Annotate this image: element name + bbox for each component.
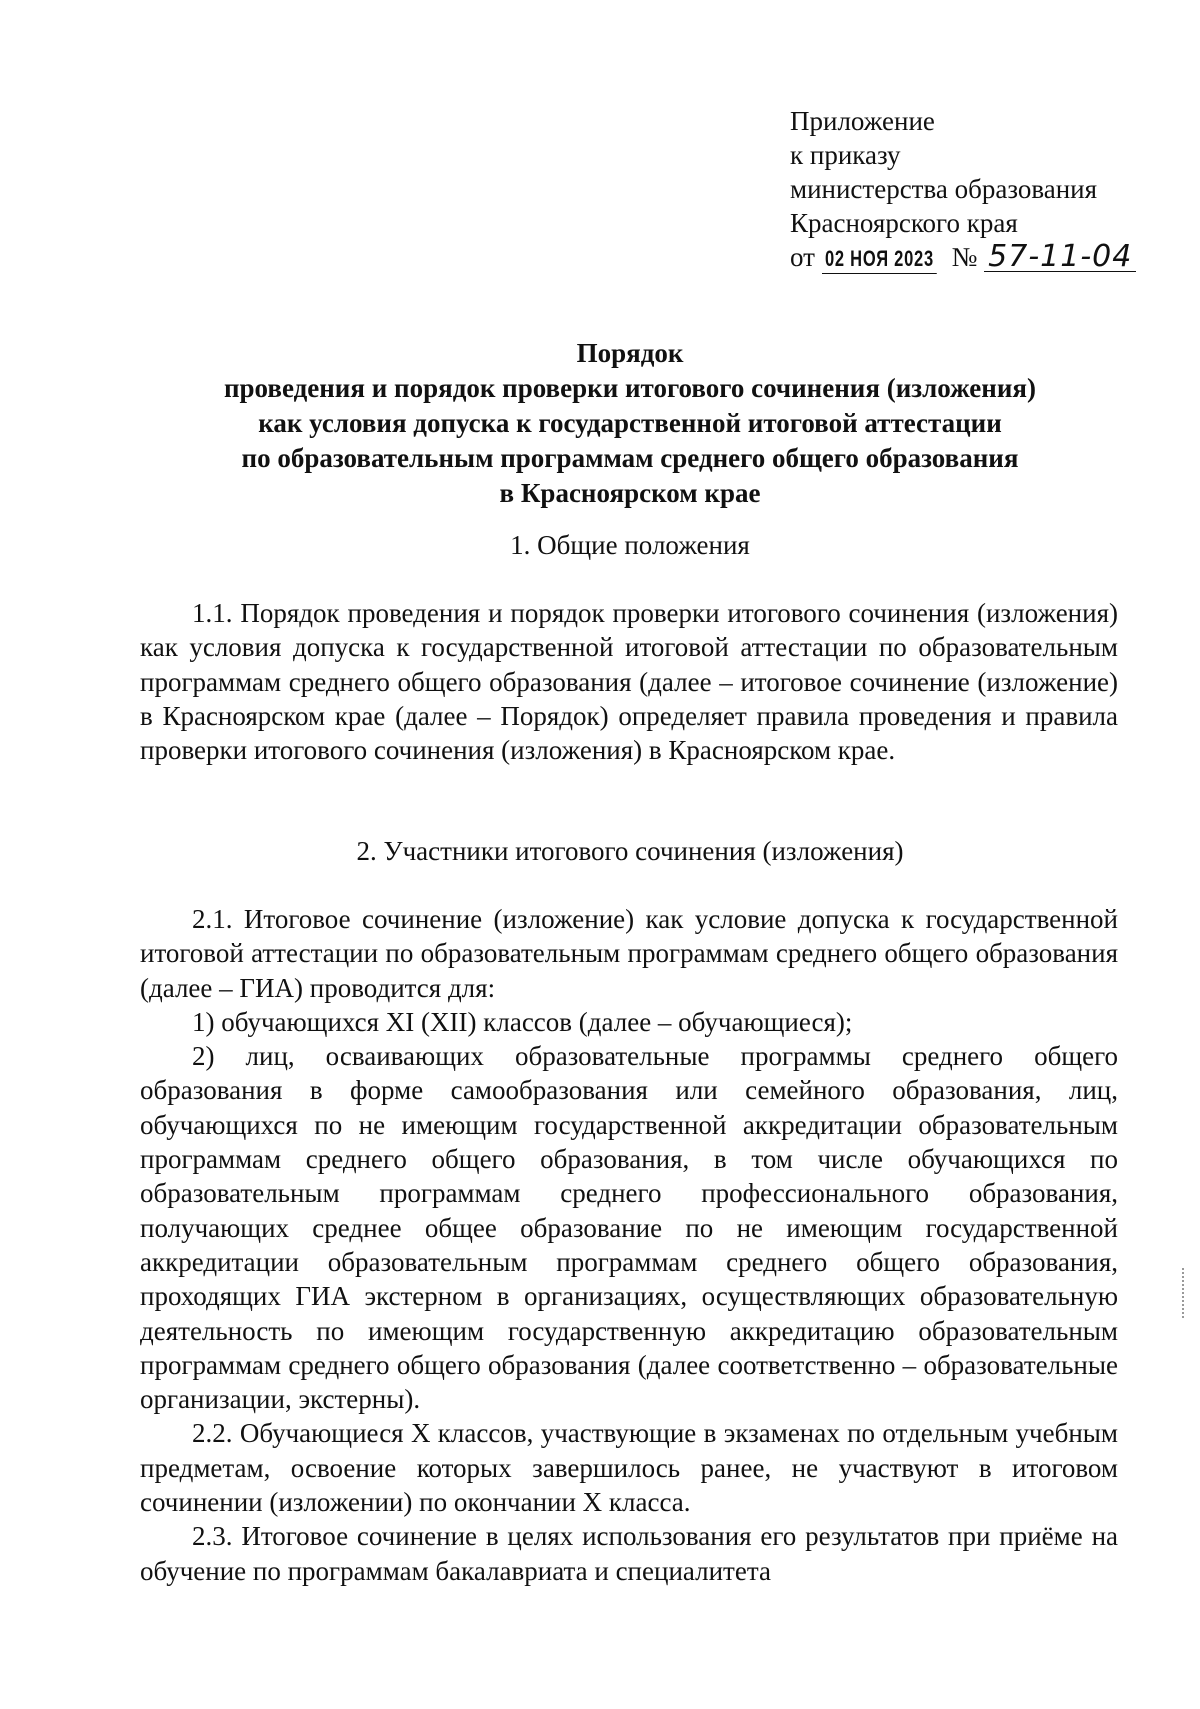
paragraph-2-1-item-1: 1) обучающихся XI (XII) классов (далее – обучающиеся); — [192, 1006, 853, 1037]
paragraph-2-2: 2.2. Обучающиеся X классов, участвующие в экзаменах по отдельным учебным предметам, освоение которых завершилось ранее, не участвуют в итоговом сочинении (изложении) по окончании X класса. — [140, 1418, 1118, 1518]
appendix-block — [790, 104, 1136, 274]
scan-edge-marks — [1182, 1268, 1186, 1318]
title-line-5: в Красноярском крае — [499, 478, 761, 508]
handwritten-order-number: 57-11-04 — [984, 243, 1136, 272]
paragraph-1-1: 1.1. Порядок проведения и порядок проверки итогового сочинения (изложения) как условия допуска к государственной итоговой аттестации по образовательным программам среднего общего образования (далее – итоговое сочинение (изложение) в Красноярском крае (далее – Порядок) определяет правила проведения и правила проверки итогового сочинения (изложения) в Красноярском крае. — [140, 598, 1118, 766]
from-label: от — [790, 242, 815, 272]
section-1-heading: 1. Общие положения — [510, 530, 750, 560]
paragraph-2-3: 2.3. Итоговое сочинение в целях использования его результатов при приёме на обучение по программам бакалавриата и специалитета — [140, 1521, 1118, 1586]
paragraph-2-1-item-2: 2) лиц, осваивающих образовательные программы среднего общего образования в форме самообразования или семейного образования, лиц, обучающихся по не имеющим государственной аккредитации образовательным программам среднего общего образования, в том числе обучающихся по образовательным программам среднего профессионального образования, получающих среднее общее образование по не имеющим государственной аккредитации образовательным программам среднего общего образования, проходящих ГИА экстерном в организациях, осуществляющих образовательную деятельность по имеющим государственную аккредитацию образовательным программам среднего общего образования (далее соответственно – образовательные организации, экстерны). — [140, 1041, 1118, 1415]
appendix-line-1: Приложение — [790, 106, 935, 136]
number-label: № — [951, 242, 978, 272]
section-2-body — [140, 902, 1118, 1588]
section-1-body — [140, 596, 1118, 767]
appendix-line-3: министерства образования — [790, 174, 1098, 204]
paragraph-2-1: 2.1. Итоговое сочинение (изложение) как условие допуска к государственной итоговой аттестации по образовательным программам среднего общего образования (далее – ГИА) проводится для: — [140, 904, 1118, 1003]
appendix-line-2: к приказу — [790, 140, 901, 170]
title-line-2: проведения и порядок проверки итогового сочинения (изложения) — [223, 373, 1036, 403]
appendix-date-line — [790, 240, 1136, 274]
section-2-heading: 2. Участники итогового сочинения (изложения) — [356, 836, 904, 866]
appendix-line-4: Красноярского края — [790, 208, 1018, 238]
title-line-3: как условия допуска к государственной итоговой аттестации — [258, 408, 1002, 438]
document-title — [140, 336, 1120, 511]
title-line-1: Порядок — [576, 338, 684, 368]
title-line-4: по образовательным программам среднего общего образования — [241, 443, 1019, 473]
handwritten-date: 02 НОЯ 2023 — [822, 245, 937, 274]
